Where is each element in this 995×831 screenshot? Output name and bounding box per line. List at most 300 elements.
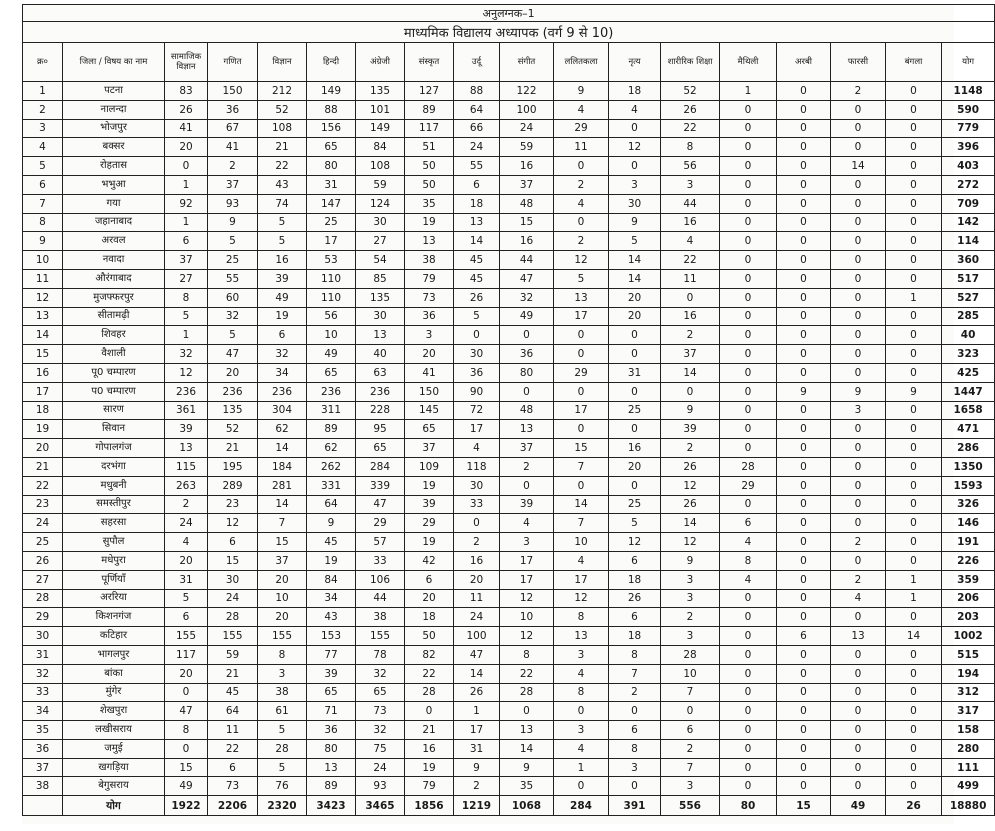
table-row	[23, 570, 995, 589]
row-total: 359	[942, 570, 995, 589]
table-cell: 14	[454, 232, 500, 251]
table-cell: 22	[405, 664, 454, 683]
row-total: 206	[942, 589, 995, 608]
table-cell: 150	[405, 382, 454, 401]
table-cell: 3	[609, 758, 661, 777]
table-cell: 3	[831, 401, 886, 420]
table-cell: 0	[777, 119, 831, 138]
district-name: मुंगेर	[63, 683, 165, 702]
table-cell: 236	[165, 382, 208, 401]
table-cell: 22	[661, 119, 720, 138]
table-cell: 4	[661, 232, 720, 251]
row-number: 31	[23, 645, 63, 664]
table-cell: 48	[500, 401, 554, 420]
row-total: 527	[942, 288, 995, 307]
table-cell: 281	[258, 476, 307, 495]
table-cell: 40	[356, 345, 405, 364]
table-cell: 28	[258, 739, 307, 758]
row-number: 21	[23, 457, 63, 476]
total-cell: 3465	[356, 796, 405, 816]
total-cell: 1856	[405, 796, 454, 816]
table-cell: 0	[720, 363, 777, 382]
table-cell: 82	[405, 645, 454, 664]
table-cell: 20	[165, 551, 208, 570]
table-cell: 5	[554, 269, 609, 288]
table-cell: 74	[258, 194, 307, 213]
table-cell: 122	[500, 82, 554, 101]
table-cell: 18	[609, 570, 661, 589]
table-row	[23, 777, 995, 796]
table-cell: 93	[208, 194, 258, 213]
table-cell: 7	[258, 514, 307, 533]
table-cell: 14	[661, 514, 720, 533]
table-cell: 6	[258, 326, 307, 345]
table-cell: 3	[258, 664, 307, 683]
table-cell: 29	[356, 514, 405, 533]
table-row	[23, 608, 995, 627]
table-cell: 16	[500, 157, 554, 176]
table-cell: 5	[609, 514, 661, 533]
table-cell: 12	[609, 138, 661, 157]
table-cell: 0	[831, 175, 886, 194]
table-cell: 0	[886, 157, 942, 176]
table-cell: 13	[405, 232, 454, 251]
table-cell: 0	[831, 138, 886, 157]
table-cell: 37	[661, 345, 720, 364]
table-cell: 9	[554, 82, 609, 101]
table-cell: 9	[208, 213, 258, 232]
table-cell: 16	[661, 307, 720, 326]
table-cell: 17	[500, 570, 554, 589]
table-cell: 117	[405, 119, 454, 138]
table-cell: 80	[307, 157, 356, 176]
table-cell: 65	[307, 138, 356, 157]
table-cell: 0	[831, 213, 886, 232]
table-cell: 0	[777, 533, 831, 552]
table-row	[23, 589, 995, 608]
table-cell: 20	[208, 363, 258, 382]
district-name: सहरसा	[63, 514, 165, 533]
table-cell: 76	[258, 777, 307, 796]
table-row	[23, 645, 995, 664]
table-row	[23, 439, 995, 458]
table-cell: 124	[356, 194, 405, 213]
table-cell: 0	[831, 758, 886, 777]
table-cell: 65	[307, 683, 356, 702]
table-cell: 0	[554, 476, 609, 495]
district-name: बांका	[63, 664, 165, 683]
table-row	[23, 345, 995, 364]
table-cell: 10	[554, 533, 609, 552]
table-cell: 108	[356, 157, 405, 176]
table-cell: 5	[258, 721, 307, 740]
table-cell: 0	[777, 194, 831, 213]
table-cell: 25	[307, 213, 356, 232]
table-cell: 18	[454, 194, 500, 213]
table-cell: 38	[258, 683, 307, 702]
table-cell: 0	[886, 495, 942, 514]
table-cell: 30	[609, 194, 661, 213]
table-row	[23, 420, 995, 439]
row-total: 286	[942, 439, 995, 458]
table-cell: 8	[258, 645, 307, 664]
row-total: 1658	[942, 401, 995, 420]
table-cell: 24	[454, 138, 500, 157]
table-cell: 90	[454, 382, 500, 401]
table-cell: 53	[307, 251, 356, 270]
table-cell: 47	[165, 702, 208, 721]
table-cell: 19	[405, 758, 454, 777]
table-cell: 0	[886, 702, 942, 721]
table-cell: 0	[831, 721, 886, 740]
table-cell: 3	[554, 645, 609, 664]
column-header: गणित	[208, 43, 258, 82]
table-cell: 1	[886, 288, 942, 307]
table-cell: 2	[454, 777, 500, 796]
table-cell: 149	[356, 119, 405, 138]
table-cell: 0	[831, 495, 886, 514]
table-cell: 0	[886, 608, 942, 627]
table-cell: 42	[405, 551, 454, 570]
table-cell: 73	[356, 702, 405, 721]
table-cell: 89	[307, 777, 356, 796]
total-row	[23, 796, 995, 816]
table-cell: 34	[307, 589, 356, 608]
table-cell: 0	[886, 138, 942, 157]
table-cell: 6	[208, 533, 258, 552]
table-cell: 1	[165, 175, 208, 194]
table-cell: 0	[886, 175, 942, 194]
table-cell: 47	[208, 345, 258, 364]
table-cell: 9	[777, 382, 831, 401]
district-name: भागलपुर	[63, 645, 165, 664]
district-name: समस्तीपुर	[63, 495, 165, 514]
district-name: अररिया	[63, 589, 165, 608]
table-cell: 39	[258, 269, 307, 288]
table-cell: 49	[258, 288, 307, 307]
table-cell: 36	[500, 345, 554, 364]
row-total: 396	[942, 138, 995, 157]
table-cell: 9	[831, 382, 886, 401]
table-cell: 135	[356, 288, 405, 307]
row-number: 22	[23, 476, 63, 495]
table-cell: 39	[500, 495, 554, 514]
table-cell: 0	[720, 589, 777, 608]
table-cell: 0	[777, 570, 831, 589]
table-cell: 0	[831, 551, 886, 570]
table-cell: 0	[777, 683, 831, 702]
table-cell: 16	[661, 213, 720, 232]
table-cell: 12	[661, 476, 720, 495]
table-cell: 13	[554, 627, 609, 646]
table-cell: 6	[165, 232, 208, 251]
column-header: अरबी	[777, 43, 831, 82]
row-number: 38	[23, 777, 63, 796]
table-cell: 9	[609, 213, 661, 232]
table-cell: 149	[307, 82, 356, 101]
annexure-label: अनुलग्नक–1	[23, 5, 995, 22]
table-row	[23, 401, 995, 420]
table-cell: 0	[831, 100, 886, 119]
table-cell: 0	[831, 514, 886, 533]
table-cell: 36	[405, 307, 454, 326]
district-name: सीतामढ़ी	[63, 307, 165, 326]
row-number: 1	[23, 82, 63, 101]
table-cell: 4	[554, 664, 609, 683]
table-cell: 2	[661, 439, 720, 458]
row-total: 779	[942, 119, 995, 138]
row-number: 29	[23, 608, 63, 627]
row-number: 28	[23, 589, 63, 608]
table-cell: 20	[609, 457, 661, 476]
table-cell: 1	[165, 326, 208, 345]
table-cell: 32	[500, 288, 554, 307]
table-cell: 63	[356, 363, 405, 382]
table-cell: 0	[831, 439, 886, 458]
table-cell: 0	[777, 589, 831, 608]
table-cell: 0	[831, 476, 886, 495]
table-cell: 0	[777, 645, 831, 664]
table-cell: 0	[886, 514, 942, 533]
table-cell: 0	[831, 739, 886, 758]
row-total: 191	[942, 533, 995, 552]
table-cell: 118	[454, 457, 500, 476]
table-cell: 236	[208, 382, 258, 401]
column-header: विज्ञान	[258, 43, 307, 82]
row-number: 37	[23, 758, 63, 777]
district-name: सिवान	[63, 420, 165, 439]
district-name: लखीसराय	[63, 721, 165, 740]
table-cell: 25	[609, 495, 661, 514]
table-cell: 77	[307, 645, 356, 664]
table-cell: 83	[165, 82, 208, 101]
table-cell: 41	[405, 363, 454, 382]
table-cell: 35	[500, 777, 554, 796]
table-cell: 0	[720, 382, 777, 401]
column-header: नृत्य	[609, 43, 661, 82]
row-number: 35	[23, 721, 63, 740]
table-cell: 0	[886, 551, 942, 570]
table-cell: 153	[307, 627, 356, 646]
table-cell: 0	[720, 175, 777, 194]
table-cell: 7	[554, 514, 609, 533]
column-header: योग	[942, 43, 995, 82]
table-cell: 14	[454, 664, 500, 683]
table-cell: 85	[356, 269, 405, 288]
row-number: 6	[23, 175, 63, 194]
table-cell: 8	[554, 683, 609, 702]
table-cell: 31	[454, 739, 500, 758]
table-cell: 0	[777, 476, 831, 495]
total-cell	[23, 796, 63, 816]
table-cell: 135	[356, 82, 405, 101]
total-cell: 2206	[208, 796, 258, 816]
table-cell: 101	[356, 100, 405, 119]
table-cell: 14	[500, 739, 554, 758]
total-cell: 284	[554, 796, 609, 816]
table-cell: 117	[165, 645, 208, 664]
table-cell: 45	[208, 683, 258, 702]
table-cell: 37	[208, 175, 258, 194]
table-cell: 0	[886, 326, 942, 345]
row-total: 1350	[942, 457, 995, 476]
table-cell: 0	[720, 664, 777, 683]
table-cell: 10	[661, 664, 720, 683]
table-cell: 65	[356, 439, 405, 458]
table-cell: 155	[208, 627, 258, 646]
total-cell: 1068	[500, 796, 554, 816]
district-name: प0 चम्पारण	[63, 382, 165, 401]
table-cell: 5	[609, 232, 661, 251]
annexure-sheet	[22, 4, 987, 824]
table-cell: 37	[500, 175, 554, 194]
table-cell: 289	[208, 476, 258, 495]
row-number: 15	[23, 345, 63, 364]
table-cell: 62	[307, 439, 356, 458]
table-cell: 5	[208, 232, 258, 251]
table-cell: 55	[208, 269, 258, 288]
table-cell: 35	[405, 194, 454, 213]
table-cell: 95	[356, 420, 405, 439]
table-cell: 21	[208, 439, 258, 458]
table-cell: 0	[609, 476, 661, 495]
table-cell: 9	[307, 514, 356, 533]
table-cell: 4	[720, 533, 777, 552]
table-cell: 0	[500, 702, 554, 721]
table-cell: 20	[609, 307, 661, 326]
row-total: 194	[942, 664, 995, 683]
table-cell: 339	[356, 476, 405, 495]
table-cell: 79	[405, 269, 454, 288]
table-cell: 6	[777, 627, 831, 646]
table-cell: 0	[720, 739, 777, 758]
district-name: नालन्दा	[63, 100, 165, 119]
column-header: ललितकला	[554, 43, 609, 82]
table-cell: 21	[208, 664, 258, 683]
column-header: जिला / विषय का नाम	[63, 43, 165, 82]
district-name: शेखपुरा	[63, 702, 165, 721]
table-cell: 38	[356, 608, 405, 627]
table-cell: 0	[777, 439, 831, 458]
table-cell: 51	[405, 138, 454, 157]
column-header: बंगला	[886, 43, 942, 82]
table-cell: 0	[886, 457, 942, 476]
table-cell: 9	[454, 758, 500, 777]
total-cell: 80	[720, 796, 777, 816]
table-row	[23, 157, 995, 176]
table-cell: 0	[831, 683, 886, 702]
table-cell: 7	[609, 664, 661, 683]
table-cell: 0	[720, 213, 777, 232]
table-cell: 0	[886, 777, 942, 796]
table-cell: 11	[454, 589, 500, 608]
table-cell: 2	[609, 683, 661, 702]
table-cell: 47	[356, 495, 405, 514]
district-name: कटिहार	[63, 627, 165, 646]
table-cell: 41	[208, 138, 258, 157]
district-name: शिवहर	[63, 326, 165, 345]
table-cell: 6	[661, 721, 720, 740]
table-cell: 48	[500, 194, 554, 213]
grand-total: 18880	[942, 796, 995, 816]
table-cell: 0	[777, 758, 831, 777]
table-cell: 36	[208, 100, 258, 119]
table-cell: 0	[720, 345, 777, 364]
row-total: 40	[942, 326, 995, 345]
table-cell: 1	[454, 702, 500, 721]
district-rows	[23, 82, 995, 796]
table-cell: 0	[831, 363, 886, 382]
table-cell: 0	[554, 382, 609, 401]
table-cell: 29	[720, 476, 777, 495]
table-cell: 19	[405, 213, 454, 232]
table-cell: 0	[720, 157, 777, 176]
table-cell: 11	[554, 138, 609, 157]
table-cell: 0	[454, 514, 500, 533]
table-row	[23, 138, 995, 157]
table-cell: 39	[307, 664, 356, 683]
table-cell: 8	[165, 721, 208, 740]
district-name: अरवल	[63, 232, 165, 251]
total-cell: 15	[777, 796, 831, 816]
table-cell: 45	[454, 251, 500, 270]
table-cell: 0	[609, 326, 661, 345]
table-cell: 145	[405, 401, 454, 420]
district-name: मुजफ्फरपुर	[63, 288, 165, 307]
table-cell: 30	[356, 307, 405, 326]
table-cell: 47	[454, 645, 500, 664]
table-cell: 20	[405, 345, 454, 364]
table-cell: 0	[777, 326, 831, 345]
table-cell: 30	[454, 476, 500, 495]
row-total: 471	[942, 420, 995, 439]
table-cell: 55	[454, 157, 500, 176]
table-cell: 16	[258, 251, 307, 270]
table-cell: 0	[661, 288, 720, 307]
table-cell: 13	[500, 420, 554, 439]
table-cell: 0	[777, 232, 831, 251]
district-name: सारण	[63, 401, 165, 420]
table-cell: 37	[405, 439, 454, 458]
table-row	[23, 514, 995, 533]
table-cell: 22	[208, 739, 258, 758]
table-cell: 0	[720, 627, 777, 646]
table-cell: 8	[609, 645, 661, 664]
table-cell: 2	[831, 570, 886, 589]
table-cell: 64	[454, 100, 500, 119]
table-cell: 3	[661, 570, 720, 589]
column-header: फारसी	[831, 43, 886, 82]
table-cell: 12	[500, 627, 554, 646]
row-total: 425	[942, 363, 995, 382]
table-cell: 2	[554, 232, 609, 251]
district-name: गोपालगंज	[63, 439, 165, 458]
table-cell: 43	[307, 608, 356, 627]
table-cell: 0	[554, 345, 609, 364]
table-cell: 92	[165, 194, 208, 213]
table-cell: 27	[356, 232, 405, 251]
table-cell: 73	[208, 777, 258, 796]
table-cell: 0	[777, 495, 831, 514]
table-cell: 3	[661, 589, 720, 608]
row-total: 1148	[942, 82, 995, 101]
row-total: 158	[942, 721, 995, 740]
table-cell: 12	[554, 589, 609, 608]
table-cell: 15	[165, 758, 208, 777]
table-cell: 155	[356, 627, 405, 646]
table-cell: 0	[777, 702, 831, 721]
table-cell: 65	[307, 363, 356, 382]
